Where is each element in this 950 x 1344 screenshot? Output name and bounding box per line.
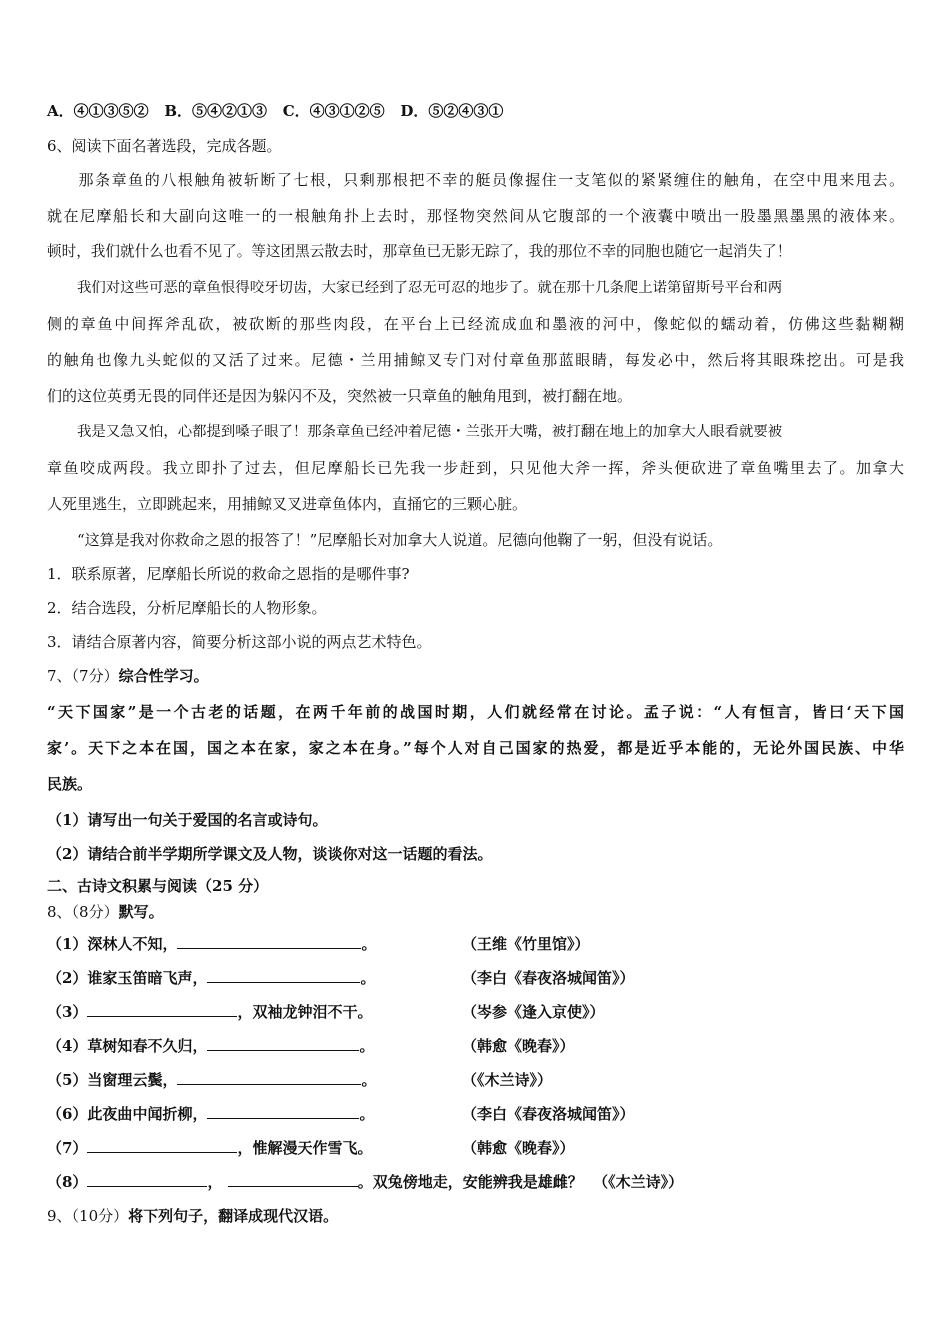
q7-subquestion-1: （1）请写出一句关于爱国的名言或诗句。 xyxy=(47,811,328,829)
q6-passage-line: 的触角也像九头蛇似的又活了过来。尼德・兰用捕鲸叉专门对付章鱼那蓝眼睛，每发必中，然后将其眼珠挖出。可是我 xyxy=(47,351,904,369)
q6-passage-line: 顿时，我们就什么也看不见了。等这团黑云散去时，那章鱼已无影无踪了，我的那位不幸的同胞也随它一起消失了！ xyxy=(47,243,792,260)
source-citation: （韩愈《晚春》） xyxy=(462,1037,575,1055)
answer-blank[interactable] xyxy=(207,1036,359,1051)
q8-item-6: （6）此夜曲中闻折柳， 。 （李白《春夜洛城闻笛》） xyxy=(47,1105,635,1123)
answer-blank[interactable] xyxy=(87,1172,207,1187)
q6-passage-line: 就在尼摩船长和大副向这唯一的一根触角扑上去时，那怪物突然间从它腹部的一个液囊中喷出一股墨黑墨黑的液体来。 xyxy=(47,207,904,225)
option-c-value: ④③①②⑤ xyxy=(309,102,385,120)
answer-blank[interactable] xyxy=(207,1104,359,1119)
q6-passage-line: “这算是我对你救命之恩的报答了！”尼摩船长对加拿大人说道。尼德向他鞠了一躬，但没有说话。 xyxy=(77,531,723,549)
q8-item-8: （8） ， 。双兔傍地走，安能辨我是雄雌？ （《木兰诗》） xyxy=(47,1173,684,1191)
q6-passage-line: 们的这位英勇无畏的同伴还是因为躲闪不及，突然被一只章鱼的触角甩到，被打翻在地。 xyxy=(47,387,633,405)
q6-subquestion-1: 1．联系原著，尼摩船长所说的救命之恩指的是哪件事? xyxy=(47,565,410,583)
q7-paragraph-line: “天下国家”是一个古老的话题，在两千年前的战国时期，人们就经常在讨论。孟子说：“人有恒言，皆曰‘天下国 xyxy=(47,703,904,721)
option-b-label: B． xyxy=(164,102,193,120)
source-citation: （岑参《逢入京使》） xyxy=(462,1003,605,1021)
q6-subquestion-2: 2．结合选段，分析尼摩船长的人物形象。 xyxy=(47,599,327,617)
q8-item-1: （1）深林人不知， 。 （王维《竹里馆》） xyxy=(47,935,590,953)
q6-passage-line: 我是又急又怕，心都提到嗓子眼了！那条章鱼已经冲着尼德・兰张开大嘴，被打翻在地上的加拿大人眼看就要被 xyxy=(77,424,783,440)
option-c-label: C． xyxy=(282,102,310,120)
source-citation: （《木兰诗》） xyxy=(593,1173,684,1191)
q6-passage-line: 我们对这些可恶的章鱼恨得咬牙切齿，大家已经到了忍无可忍的地步了。就在那十几条爬上诺第留斯号平台和两 xyxy=(77,280,783,296)
source-citation: （王维《竹里馆》） xyxy=(462,935,590,953)
q6-subquestion-3: 3．请结合原著内容，简要分析这部小说的两点艺术特色。 xyxy=(47,633,432,651)
q6-passage-line: 章鱼咬成两段。我立即扑了过去，但尼摩船长已先我一步赶到，只见他大斧一挥，斧头便砍进了章鱼嘴里去了。加拿大 xyxy=(47,459,904,477)
q8-heading: 8、（8分）默写。 xyxy=(47,903,164,921)
q9-heading: 9、（10分）将下列句子，翻译成现代汉语。 xyxy=(47,1207,339,1225)
answer-blank[interactable] xyxy=(177,1070,361,1085)
q7-paragraph-line: 家’。天下之本在国，国之本在家，家之本在身。”每个人对自己国家的热爱，都是近乎本能的，无论外国民族、中华 xyxy=(47,739,904,757)
option-d-value: ⑤②④③① xyxy=(428,102,504,120)
q7-heading: 7、（7分）综合性学习。 xyxy=(47,667,209,685)
answer-blank[interactable] xyxy=(207,968,360,983)
q8-item-3: （3） ，双袖龙钟泪不干。 （岑参《逢入京使》） xyxy=(47,1003,605,1021)
option-a-value: ④①③⑤② xyxy=(73,102,149,120)
q7-paragraph-line: 民族。 xyxy=(47,775,93,793)
section-2-heading: 二、古诗文积累与阅读（25 分） xyxy=(47,877,269,895)
source-citation: （李白《春夜洛城闻笛》） xyxy=(462,969,635,987)
q8-item-7: （7） ，惟解漫天作雪飞。 （韩愈《晚春》） xyxy=(47,1139,575,1157)
answer-blank[interactable] xyxy=(87,1138,237,1153)
source-citation: （韩愈《晚春》） xyxy=(462,1139,575,1157)
source-citation: （《木兰诗》） xyxy=(462,1071,553,1089)
q6-passage-line: 那条章鱼的八根触角被斩断了七根，只剩那根把不幸的艇员像握住一支笔似的紧紧缠住的触角，在空中甩来甩去。 xyxy=(77,171,904,189)
answer-blank[interactable] xyxy=(177,934,361,949)
answer-blank[interactable] xyxy=(87,1002,237,1017)
q6-passage-line: 侧的章鱼中间挥斧乱砍，被砍断的那些肉段，在平台上已经流成血和墨液的河中，像蛇似的蠕动着，仿佛这些黏糊糊 xyxy=(47,315,904,333)
q8-item-4: （4）草树知春不久归， 。 （韩愈《晚春》） xyxy=(47,1037,575,1055)
q7-subquestion-2: （2）请结合前半学期所学课文及人物，谈谈你对这一话题的看法。 xyxy=(47,845,493,863)
option-d-label: D． xyxy=(400,102,429,120)
q8-item-5: （5）当窗理云鬓， 。 （《木兰诗》） xyxy=(47,1071,553,1089)
source-citation: （李白《春夜洛城闻笛》） xyxy=(462,1105,635,1123)
q8-item-2: （2）谁家玉笛暗飞声， 。 （李白《春夜洛城闻笛》） xyxy=(47,969,635,987)
answer-blank[interactable] xyxy=(228,1172,358,1187)
q6-heading: 6、阅读下面名著选段，完成各题。 xyxy=(47,137,282,155)
option-b-value: ⑤④②①③ xyxy=(192,102,268,120)
option-a-label: A． xyxy=(47,102,74,120)
answer-options xyxy=(47,101,503,121)
q6-passage-line: 人死里逃生，立即跳起来，用捕鲸叉叉进章鱼体内，直捅它的三颗心脏。 xyxy=(47,495,528,513)
